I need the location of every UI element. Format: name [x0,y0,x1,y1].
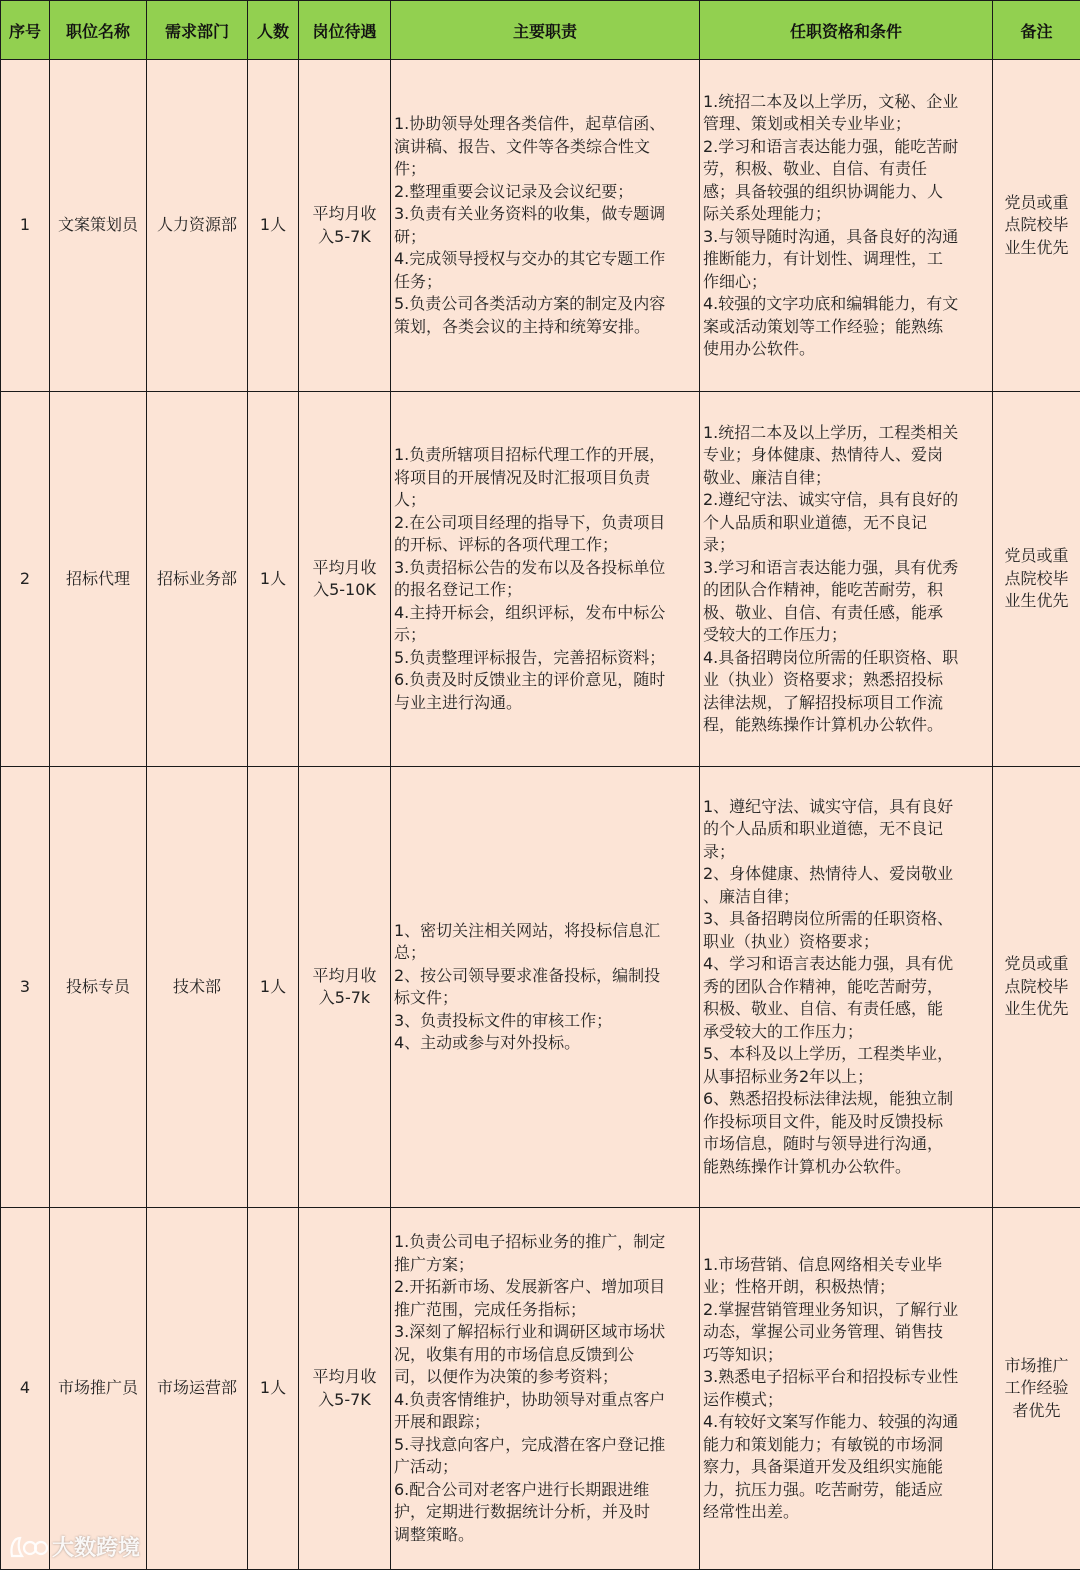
cell-duties-line: 的开标、评标的各项代理工作； [394,534,696,557]
cell-qualifications-line: 运作模式； [703,1389,989,1412]
cell-qualifications-line: 3.学习和语言表达能力强，具有优秀 [703,557,989,580]
cell-qualifications-line: 案或活动策划等工作经验；能熟练 [703,316,989,339]
cell-salary-line: 平均月收 [302,203,387,226]
cell-qualifications-line: 从事招标业务2年以上； [703,1066,989,1089]
cell-duties-line: 1.协助领导处理各类信件，起草信函、 [394,113,696,136]
cell-remarks-line: 点院校毕 [996,214,1077,237]
table-row [1,392,1080,767]
cell-qualifications-line: 作细心； [703,271,989,294]
cell-remarks-line: 业生优先 [996,590,1077,613]
cell-qualifications-line: 2.遵纪守法、诚实守信，具有良好的 [703,489,989,512]
cell-duties-line: 2.开拓新市场、发展新客户、增加项目 [394,1276,696,1299]
cell-index: 4 [1,1208,50,1570]
cell-remarks [993,1208,1080,1570]
cell-salary [299,1208,391,1570]
cell-qualifications-line: 受较大的工作压力； [703,624,989,647]
cell-position-name: 招标代理 [50,392,147,767]
cell-salary [299,392,391,767]
cell-qualifications-line: 3、具备招聘岗位所需的任职资格、 [703,908,989,931]
cell-duties-line: 推广方案； [394,1254,696,1277]
cell-duties-line: 调整策略。 [394,1524,696,1547]
cell-qualifications-line: 经常性出差。 [703,1501,989,1524]
cell-qualifications-line: 极、敬业、自信、有责任感，能承 [703,602,989,625]
cell-duties-line: 标文件； [394,987,696,1010]
cell-salary-line: 入5-7K [302,1389,387,1412]
cell-qualifications-line: 能力和策划能力；有敏锐的市场洞 [703,1434,989,1457]
cell-remarks-line: 业生优先 [996,998,1077,1021]
cell-duties-line: 4.主持开标会，组织评标，发布中标公 [394,602,696,625]
cell-duties-line: 开展和跟踪； [394,1411,696,1434]
cell-duties-line: 4.完成领导授权与交办的其它专题工作 [394,248,696,271]
cell-duties-line: 任务； [394,271,696,294]
cell-qualifications-line: 积极、敬业、自信、有责任感，能 [703,998,989,1021]
header-index: 序号 [1,1,50,60]
cell-duties-line: 护，定期进行数据统计分析，并及时 [394,1501,696,1524]
cell-qualifications-line: 管理、策划或相关专业毕业； [703,113,989,136]
cell-department: 招标业务部 [147,392,248,767]
cell-qualifications-line: 动态，掌握公司业务管理、销售技 [703,1321,989,1344]
cell-qualifications-line: 使用办公软件。 [703,338,989,361]
cell-qualifications [700,60,993,392]
cell-position-name: 文案策划员 [50,60,147,392]
cell-duties-line: 司，以便作为决策的参考资料； [394,1366,696,1389]
cell-remarks-line: 市场推广 [996,1355,1077,1378]
cell-qualifications-line: 录； [703,841,989,864]
header-remarks: 备注 [993,1,1080,60]
cell-duties-line: 5.寻找意向客户，完成潜在客户登记推 [394,1434,696,1457]
cell-duties-line: 推广范围，完成任务指标； [394,1299,696,1322]
cell-duties-line: 1、密切关注相关网站，将投标信息汇 [394,920,696,943]
header-position-name: 职位名称 [50,1,147,60]
cell-qualifications-line: 1、遵纪守法、诚实守信，具有良好 [703,796,989,819]
cell-qualifications-line: 承受较大的工作压力； [703,1021,989,1044]
cell-headcount: 1人 [248,60,299,392]
cell-qualifications-line: 业（执业）资格要求；熟悉招投标 [703,669,989,692]
cell-salary-line: 入5-7k [302,987,387,1010]
cell-qualifications-line: 的团队合作精神，能吃苦耐劳，积 [703,579,989,602]
cell-qualifications-line: 市场信息，随时与领导进行沟通， [703,1133,989,1156]
cell-duties-line: 4、主动或参与对外投标。 [394,1032,696,1055]
cell-qualifications-line: 感；具备较强的组织协调能力、人 [703,181,989,204]
header-headcount: 人数 [248,1,299,60]
cell-remarks-line: 党员或重 [996,953,1077,976]
cell-qualifications-line: 4、学习和语言表达能力强，具有优 [703,953,989,976]
cell-duties [391,60,700,392]
cell-qualifications-line: 3.与领导随时沟通，具备良好的沟通 [703,226,989,249]
cell-duties-line: 5.负责公司各类活动方案的制定及内容 [394,293,696,316]
cell-duties-line: 与业主进行沟通。 [394,692,696,715]
cell-remarks-line: 点院校毕 [996,568,1077,591]
cell-qualifications-line: 能熟练操作计算机办公软件。 [703,1156,989,1179]
cell-qualifications-line: 6、熟悉招投标法律法规，能独立制 [703,1088,989,1111]
cell-department: 市场运营部 [147,1208,248,1570]
cell-duties [391,1208,700,1570]
cell-qualifications [700,392,993,767]
cell-qualifications-line: 巧等知识； [703,1344,989,1367]
cell-remarks [993,767,1080,1208]
cell-qualifications-line: 专业；身体健康、热情待人、爱岗 [703,444,989,467]
cell-qualifications-line: 推断能力，有计划性、调理性，工 [703,248,989,271]
watermark-logo-icon [8,1534,48,1560]
cell-qualifications-line: 、廉洁自律； [703,886,989,909]
cell-headcount: 1人 [248,767,299,1208]
cell-position-name: 市场推广员 [50,1208,147,1570]
cell-index: 1 [1,60,50,392]
cell-qualifications-line: 4.具备招聘岗位所需的任职资格、职 [703,647,989,670]
cell-duties-line: 人； [394,489,696,512]
cell-qualifications-line: 1.统招二本及以上学历，文秘、企业 [703,91,989,114]
watermark [8,1531,140,1562]
cell-salary-line: 平均月收 [302,557,387,580]
cell-remarks-line: 党员或重 [996,192,1077,215]
cell-qualifications-line: 1.统招二本及以上学历，工程类相关 [703,422,989,445]
cell-duties-line: 3.深刻了解招标行业和调研区域市场状 [394,1321,696,1344]
cell-duties-line: 况，收集有用的市场信息反馈到公 [394,1344,696,1367]
cell-remarks-line: 工作经验 [996,1377,1077,1400]
header-salary: 岗位待遇 [299,1,391,60]
cell-qualifications-line: 2.掌握营销管理业务知识，了解行业 [703,1299,989,1322]
cell-salary [299,60,391,392]
watermark-text: 大数跨境 [52,1531,140,1562]
cell-qualifications-line: 劳，积极、敬业、自信、有责任 [703,158,989,181]
cell-salary-line: 平均月收 [302,965,387,988]
cell-qualifications-line: 力，抗压力强。吃苦耐劳，能适应 [703,1479,989,1502]
cell-remarks-line: 者优先 [996,1400,1077,1423]
header-duties: 主要职责 [391,1,700,60]
table-row [1,1208,1080,1570]
cell-index: 3 [1,767,50,1208]
cell-qualifications-line: 录； [703,534,989,557]
cell-duties-line: 示； [394,624,696,647]
table-row [1,60,1080,392]
cell-qualifications-line: 2.学习和语言表达能力强，能吃苦耐 [703,136,989,159]
header-qualifications: 任职资格和条件 [700,1,993,60]
cell-remarks-line: 点院校毕 [996,976,1077,999]
cell-salary-line: 平均月收 [302,1366,387,1389]
cell-duties-line: 的报名登记工作； [394,579,696,602]
cell-qualifications [700,767,993,1208]
cell-duties-line: 件； [394,158,696,181]
cell-index: 2 [1,392,50,767]
cell-duties-line: 1.负责所辖项目招标代理工作的开展， [394,444,696,467]
cell-duties-line: 3.负责有关业务资料的收集，做专题调 [394,203,696,226]
cell-qualifications-line: 3.熟悉电子招标平台和招投标专业性 [703,1366,989,1389]
cell-duties-line: 2.在公司项目经理的指导下，负责项目 [394,512,696,535]
cell-remarks-line: 业生优先 [996,237,1077,260]
cell-duties [391,392,700,767]
cell-duties-line: 广活动； [394,1456,696,1479]
cell-duties-line: 3.负责招标公告的发布以及各投标单位 [394,557,696,580]
cell-salary-line: 入5-10K [302,579,387,602]
cell-department: 人力资源部 [147,60,248,392]
cell-qualifications-line: 5、本科及以上学历，工程类毕业， [703,1043,989,1066]
cell-qualifications-line: 业；性格开朗，积极热情； [703,1276,989,1299]
cell-qualifications-line: 2、身体健康、热情待人、爱岗敬业 [703,863,989,886]
cell-qualifications-line: 作投标项目文件，能及时反馈投标 [703,1111,989,1134]
cell-qualifications-line: 1.市场营销、信息网络相关专业毕 [703,1254,989,1277]
cell-qualifications-line: 个人品质和职业道德，无不良记 [703,512,989,535]
cell-duties-line: 2、按公司领导要求准备投标，编制投 [394,965,696,988]
cell-duties-line: 研； [394,226,696,249]
header-department: 需求部门 [147,1,248,60]
cell-duties-line: 5.负责整理评标报告，完善招标资料； [394,647,696,670]
cell-duties-line: 将项目的开展情况及时汇报项目负责 [394,467,696,490]
table-header-row [1,1,1080,60]
cell-qualifications-line: 际关系处理能力； [703,203,989,226]
cell-duties-line: 演讲稿、报告、文件等各类综合性文 [394,136,696,159]
cell-duties-line: 6.负责及时反馈业主的评价意见，随时 [394,669,696,692]
cell-remarks [993,392,1080,767]
cell-salary [299,767,391,1208]
cell-department: 技术部 [147,767,248,1208]
cell-duties-line: 6.配合公司对老客户进行长期跟进维 [394,1479,696,1502]
table-row [1,767,1080,1208]
cell-duties-line: 4.负责客情维护，协助领导对重点客户 [394,1389,696,1412]
cell-qualifications-line: 4.有较好文案写作能力、较强的沟通 [703,1411,989,1434]
cell-duties [391,767,700,1208]
cell-headcount: 1人 [248,392,299,767]
cell-headcount: 1人 [248,1208,299,1570]
cell-remarks [993,60,1080,392]
cell-duties-line: 1.负责公司电子招标业务的推广，制定 [394,1231,696,1254]
cell-duties-line: 总； [394,942,696,965]
cell-qualifications [700,1208,993,1570]
cell-qualifications-line: 4.较强的文字功底和编辑能力，有文 [703,293,989,316]
cell-qualifications-line: 敬业、廉洁自律； [703,467,989,490]
cell-position-name: 投标专员 [50,767,147,1208]
cell-qualifications-line: 的个人品质和职业道德，无不良记 [703,818,989,841]
cell-qualifications-line: 程，能熟练操作计算机办公软件。 [703,714,989,737]
cell-duties-line: 3、负责投标文件的审核工作； [394,1010,696,1033]
cell-duties-line: 策划，各类会议的主持和统筹安排。 [394,316,696,339]
cell-qualifications-line: 法律法规，了解招投标项目工作流 [703,692,989,715]
cell-qualifications-line: 秀的团队合作精神，能吃苦耐劳， [703,976,989,999]
cell-remarks-line: 党员或重 [996,545,1077,568]
cell-salary-line: 入5-7K [302,226,387,249]
cell-duties-line: 2.整理重要会议记录及会议纪要； [394,181,696,204]
cell-qualifications-line: 察力，具备渠道开发及组织实施能 [703,1456,989,1479]
cell-qualifications-line: 职业（执业）资格要求； [703,931,989,954]
